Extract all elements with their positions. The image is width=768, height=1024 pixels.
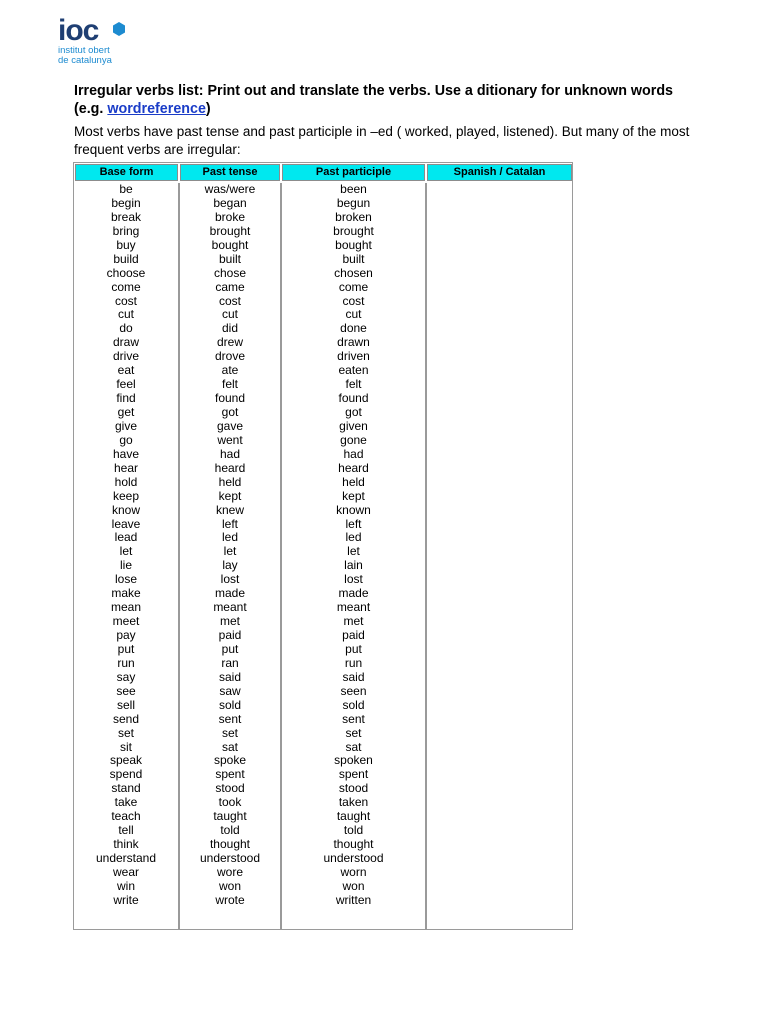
base-form-cell: leave (111, 516, 141, 531)
base-form-cell: know (111, 502, 140, 517)
base-form-cell: sit (120, 739, 132, 754)
past-participle-cell: come (338, 279, 369, 294)
past-participle-cell: spoken (334, 753, 373, 768)
past-tense-cell: spoke (213, 753, 247, 768)
past-tense-cell: drew (216, 335, 243, 350)
base-form-cell: go (119, 432, 133, 447)
past-tense-cell: let (223, 544, 237, 559)
base-form-cell: see (116, 683, 136, 698)
past-tense-cell: set (221, 725, 238, 740)
past-participle-cell: taught (336, 809, 371, 824)
header-base-form: Base form (75, 164, 178, 181)
header-past-participle: Past participle (282, 164, 425, 181)
past-tense-column (180, 183, 280, 908)
past-participle-cell: done (340, 321, 367, 336)
past-tense-cell: understood (199, 851, 261, 865)
base-form-cell: buy (116, 237, 136, 252)
base-form-cell: set (117, 725, 134, 740)
past-participle-cell: seen (340, 683, 367, 698)
past-participle-cell: met (343, 614, 364, 629)
past-participle-cell: left (345, 516, 362, 531)
past-participle-cell: drawn (337, 335, 370, 350)
base-form-cell: lie (119, 558, 132, 573)
base-form-cell: win (116, 878, 135, 893)
intro-paragraph: Most verbs have past tense and past participle in –ed ( worked, played, listened). But many of the most frequent verbs are irregular: (74, 124, 690, 157)
past-participle-cell: driven (337, 349, 370, 364)
past-participle-cell: worn (340, 864, 367, 879)
past-participle-cell: lain (344, 558, 363, 573)
past-tense-cell: made (214, 586, 246, 601)
logo-wordmark: ioc (58, 14, 99, 47)
past-participle-cell: paid (342, 628, 365, 642)
base-form-cell: cut (117, 307, 134, 322)
past-participle-cell: brought (333, 223, 374, 238)
base-form-cell: find (116, 391, 136, 406)
base-form-cell: let (119, 544, 133, 559)
past-tense-cell: paid (218, 628, 242, 642)
past-tense-cell: spent (215, 767, 245, 782)
past-participle-cell: sat (345, 739, 362, 754)
header-spanish-catalan: Spanish / Catalan (427, 164, 572, 181)
hexagon-icon (113, 22, 125, 36)
base-form-cell: understand (95, 851, 157, 865)
base-form-cell: teach (111, 809, 141, 824)
past-tense-cell: thought (209, 837, 251, 852)
past-tense-cell: saw (219, 683, 241, 698)
past-participle-cell: given (339, 418, 368, 433)
past-tense-cell: gave (216, 418, 244, 433)
table-header-row (74, 163, 572, 183)
past-participle-cell: known (336, 502, 371, 517)
past-tense-cell: brought (209, 223, 251, 238)
base-form-cell: run (117, 655, 135, 670)
past-tense-cell: lay (222, 558, 238, 573)
ioc-logo (58, 14, 138, 68)
base-form-cell: cost (114, 293, 137, 308)
base-form-cell: lead (114, 530, 138, 545)
base-form-cell: think (113, 837, 139, 852)
past-tense-cell: began (213, 195, 247, 210)
base-form-cell: put (117, 641, 135, 656)
past-tense-cell: cut (221, 307, 238, 322)
past-participle-cell: begun (336, 195, 371, 210)
past-participle-cell: set (345, 725, 362, 740)
past-participle-cell: made (338, 586, 369, 601)
base-form-column (74, 183, 178, 908)
past-participle-cell: understood (323, 851, 384, 865)
past-tense-cell: met (219, 614, 240, 629)
past-tense-cell: found (214, 391, 246, 406)
logo-line-1: institut obert (58, 45, 110, 56)
base-form-cell: eat (117, 363, 135, 378)
past-tense-cell: did (221, 321, 238, 336)
past-participle-cell: written (335, 892, 372, 907)
base-form-cell: come (111, 279, 141, 294)
base-form-cell: bring (112, 223, 140, 238)
base-form-cell: speak (109, 753, 143, 768)
past-tense-cell: wrote (215, 892, 245, 907)
base-form-cell: say (116, 669, 136, 684)
past-participle-cell: kept (342, 488, 365, 503)
base-form-cell: give (114, 418, 137, 433)
past-tense-cell: chose (213, 265, 247, 280)
past-tense-cell: knew (215, 502, 244, 517)
base-form-cell: meet (112, 614, 140, 629)
past-tense-cell: wore (216, 864, 243, 879)
wordreference-link[interactable]: wordreference (107, 100, 206, 117)
column-divider (425, 183, 427, 929)
base-form-cell: mean (110, 600, 142, 615)
base-form-cell: sell (116, 697, 135, 712)
past-tense-cell: ate (221, 363, 239, 378)
past-participle-cell: gone (340, 432, 367, 447)
past-participle-cell: held (342, 474, 365, 489)
past-participle-cell: cut (345, 307, 362, 322)
base-form-cell: tell (118, 823, 134, 838)
past-participle-cell: won (342, 878, 365, 893)
base-form-cell: break (110, 209, 142, 224)
title-tail: ) (205, 100, 211, 117)
past-tense-cell: took (218, 795, 242, 810)
base-form-cell: make (111, 586, 141, 601)
base-form-cell: wear (112, 864, 139, 879)
past-participle-cell: sold (342, 697, 365, 712)
past-participle-cell: led (345, 530, 362, 545)
past-tense-cell: left (221, 516, 238, 531)
past-participle-cell: chosen (334, 265, 373, 280)
base-form-cell: lose (114, 572, 137, 587)
base-form-cell: hold (114, 474, 138, 489)
past-tense-cell: held (218, 474, 242, 489)
past-tense-cell: bought (211, 237, 249, 252)
base-form-cell: hear (113, 460, 139, 475)
past-participle-cell: been (340, 182, 367, 196)
past-tense-cell: sold (218, 697, 241, 712)
past-tense-cell: built (218, 251, 241, 266)
past-tense-cell: led (221, 530, 238, 545)
base-form-cell: drive (112, 349, 139, 364)
base-form-cell: do (119, 321, 133, 336)
past-participle-cell: run (344, 655, 363, 670)
past-tense-cell: kept (218, 488, 242, 503)
past-participle-cell: stood (338, 781, 369, 796)
base-form-cell: be (119, 182, 133, 196)
past-participle-cell: put (345, 641, 362, 656)
past-tense-cell: broke (214, 209, 246, 224)
irregular-verbs-table (73, 162, 573, 930)
base-form-cell: spend (109, 767, 143, 782)
past-participle-cell: spent (338, 767, 369, 782)
past-participle-cell: taken (338, 795, 369, 810)
base-form-cell: have (112, 446, 140, 461)
logo-line-2: de catalunya (58, 54, 112, 66)
past-participle-cell: heard (338, 460, 369, 475)
past-participle-cell: thought (333, 837, 374, 852)
base-form-cell: pay (116, 628, 136, 642)
base-form-cell: take (114, 795, 138, 810)
past-participle-cell: lost (344, 572, 363, 587)
past-tense-cell: put (221, 641, 239, 656)
past-tense-cell: taught (213, 809, 247, 824)
past-participle-cell: eaten (338, 363, 369, 378)
base-form-cell: feel (116, 377, 136, 392)
past-tense-cell: came (215, 279, 245, 294)
past-participle-column (282, 183, 425, 908)
past-tense-cell: sent (218, 711, 242, 726)
past-participle-cell: built (342, 251, 365, 266)
base-form-cell: choose (106, 265, 146, 280)
title-text: Irregular verbs list: Print out and translate the verbs. Use a ditionary for unknown words (e.g. (74, 83, 674, 117)
past-participle-cell: had (343, 446, 364, 461)
past-tense-cell: lost (220, 572, 240, 587)
past-participle-cell: found (338, 391, 369, 406)
past-participle-cell: meant (336, 600, 371, 615)
past-tense-cell: meant (213, 600, 247, 615)
past-participle-cell: let (347, 544, 360, 559)
base-form-cell: draw (112, 335, 139, 350)
past-tense-cell: told (220, 823, 240, 838)
past-participle-cell: felt (345, 377, 362, 392)
past-tense-cell: went (217, 432, 243, 447)
past-participle-cell: cost (342, 293, 365, 308)
past-tense-cell: felt (221, 377, 238, 392)
past-tense-cell: won (218, 878, 241, 893)
past-tense-cell: sat (221, 739, 238, 754)
base-form-cell: stand (111, 781, 141, 796)
past-participle-cell: got (345, 405, 362, 419)
past-tense-cell: stood (215, 781, 245, 796)
header-past-tense: Past tense (180, 164, 280, 181)
base-form-cell: send (112, 711, 140, 726)
past-participle-cell: bought (335, 237, 372, 252)
base-form-cell: get (117, 405, 135, 419)
page-title (74, 83, 694, 118)
past-tense-cell: cost (218, 293, 241, 308)
past-participle-cell: told (343, 823, 364, 838)
past-tense-cell: was/were (204, 182, 256, 196)
past-tense-cell: heard (214, 460, 246, 475)
past-participle-cell: sent (342, 711, 365, 726)
base-form-cell: build (113, 251, 139, 266)
base-form-cell: write (113, 892, 139, 907)
base-form-cell: keep (112, 488, 140, 503)
past-tense-cell: said (218, 669, 241, 684)
past-tense-cell: had (219, 446, 241, 461)
base-form-cell: begin (111, 195, 141, 210)
past-tense-cell: got (221, 405, 239, 419)
past-participle-cell: said (342, 669, 365, 684)
logo-subtitle (58, 46, 112, 65)
past-tense-cell: drove (214, 349, 246, 364)
past-participle-cell: broken (335, 209, 372, 224)
past-tense-cell: ran (221, 655, 239, 670)
